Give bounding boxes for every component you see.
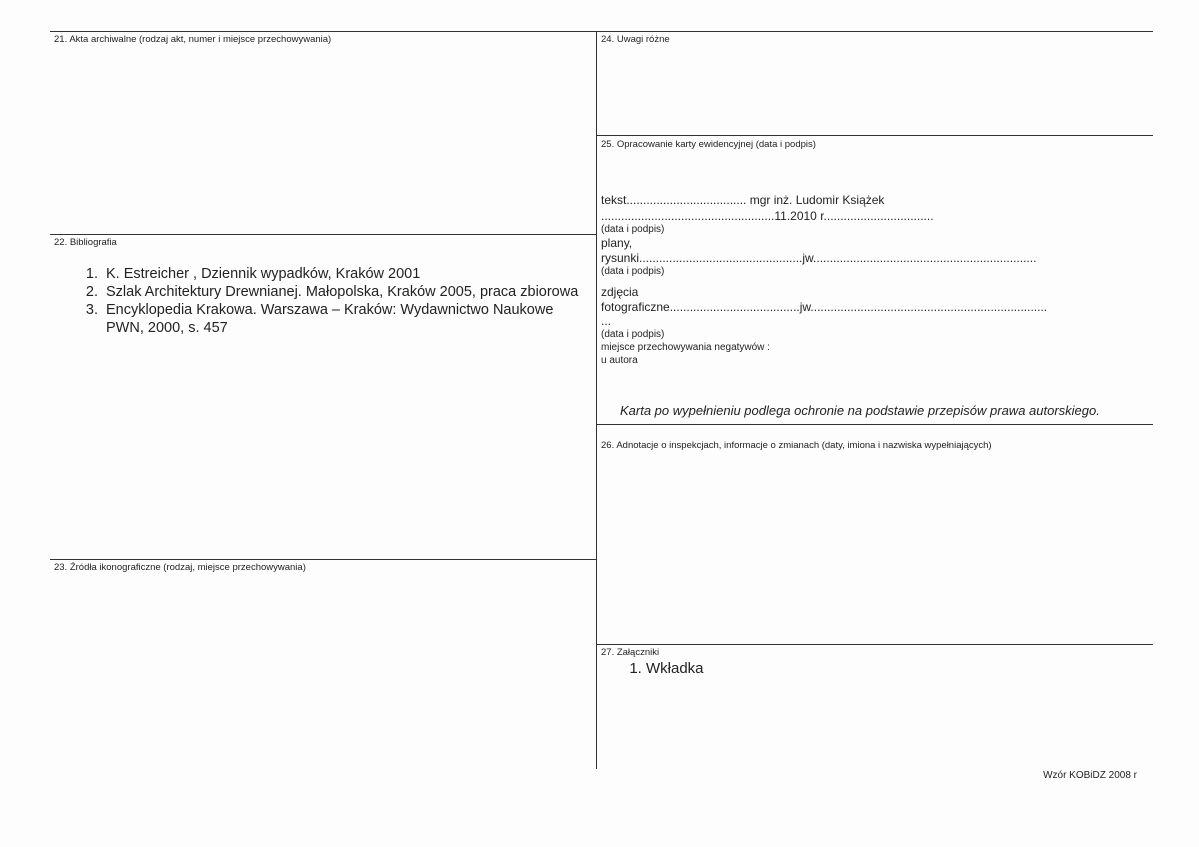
section-22-label: 22. Bibliografia [54,237,117,248]
section-23-label: 23. Źródła ikonograficzne (rodzaj, miejsce przechowywania) [54,562,306,573]
top-border-line [50,31,1153,32]
bibliography-list [54,265,582,337]
plany-label: plany, [601,236,633,250]
divider-21-22 [50,234,596,235]
section-27-label: 27. Załączniki [601,647,660,658]
divider-26-27 [596,644,1153,645]
attachments-list [600,660,704,677]
zdjecia-label: zdjęcia [601,285,639,299]
section-21-label: 21. Akta archiwalne (rodzaj akt, numer i miejsce przechowywania) [54,34,332,45]
list-item: 1. K. Estreicher , Dziennik wypadków, Kraków 2001 [102,265,582,283]
rysunki-line: rysunki.................................................jw................................................................... [601,251,1037,265]
section-25-label: 25. Opracowanie karty ewidencyjnej (data i podpis) [601,139,816,150]
data-podpis-3: (data i podpis) [601,329,665,340]
negatywy-value: u autora [601,355,638,366]
ellipsis-text: ... [601,314,612,328]
divider-22-23 [50,559,596,560]
center-divider-line [596,31,597,769]
data-podpis-2: (data i podpis) [601,266,665,277]
fotograficzne-line: fotograficzne.......................................jw....................................................................... [601,300,1048,314]
list-item: 1. Wkładka [646,660,704,677]
tekst-line: tekst.................................... mgr inż. Ludomir Książek [601,193,885,207]
data-podpis-1: (data i podpis) [601,224,665,235]
date-line: ....................................................11.2010 r................................. [601,209,934,223]
form-template-label: Wzór KOBiDZ 2008 r [1043,770,1137,781]
list-item: 2. Szlak Architektury Drewnianej. Małopolska, Kraków 2005, praca zbiorowa [102,283,582,301]
divider-25-26 [596,424,1153,425]
section-24-label: 24. Uwagi różne [601,34,670,45]
divider-24-25 [596,135,1153,136]
section-26-label: 26. Adnotacje o inspekcjach, informacje o zmianach (daty, imiona i nazwiska wypełniających) [601,440,992,451]
copyright-note: Karta po wypełnieniu podlega ochronie na podstawie przepisów prawa autorskiego. [620,403,1100,418]
negatywy-label: miejsce przechowywania negatywów : [601,342,770,353]
list-item: 3. Encyklopedia Krakowa. Warszawa – Kraków: Wydawnictwo Naukowe PWN, 2000, s. 457 [102,301,582,337]
